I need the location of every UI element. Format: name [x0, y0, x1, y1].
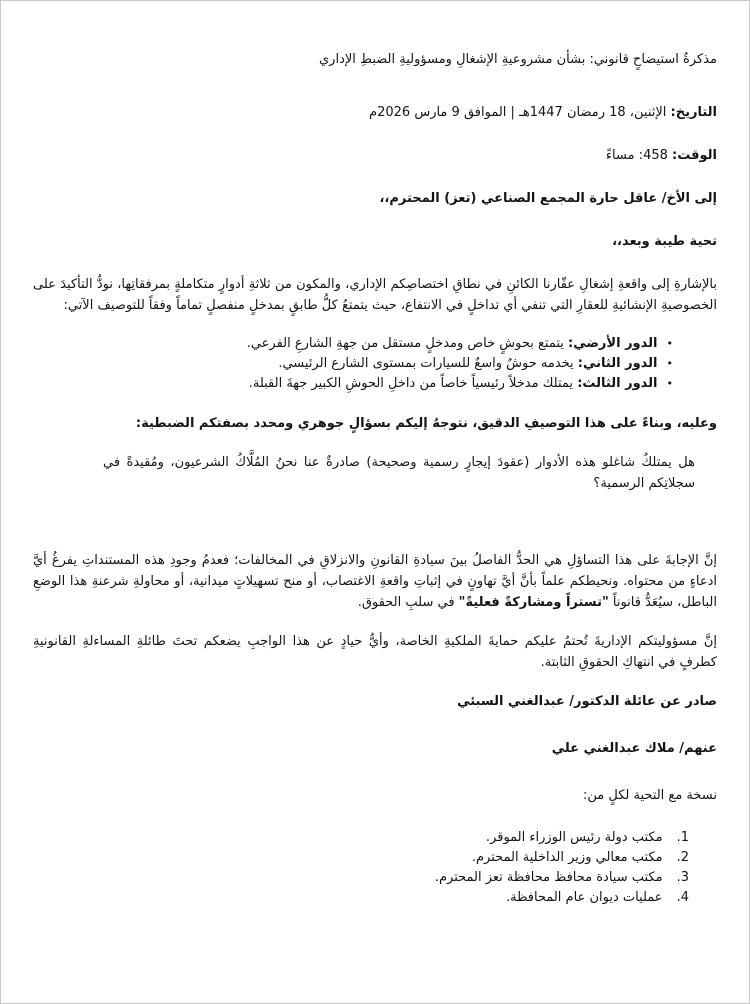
cc-list — [33, 828, 689, 907]
floor-description: يخدمه حوشٌ واسعٌ للسيارات بمستوى الشارع الرئيسي. — [278, 356, 574, 371]
time-line — [33, 145, 717, 166]
legal-text-end: في سلبِ الحقوق. — [357, 595, 459, 610]
time-value: 458: مساءً — [605, 148, 668, 163]
bullet-icon: • — [666, 377, 673, 390]
floor-description: يمتلك مدخلاً رئيسياً خاصاً من داخلِ الحوشِ الكبير جهةَ القبلة. — [248, 376, 574, 391]
recipient-line: إلى الأخ/ عاقل حارة المجمع الصناعي (تعز) المحترم،، — [379, 191, 717, 206]
date-value: الإثنين، 18 رمضان 1447هـ | الموافق 9 مارس 2026م — [369, 105, 667, 120]
issued-by-line: صادر عن عائلة الدكتور/ عبدالغني السبئي — [457, 694, 717, 709]
cc-item-text: عمليات ديوان عام المحافظة. — [506, 890, 663, 905]
time-label: الوقت: — [672, 148, 717, 163]
intro-paragraph: بالإشارةِ إلى واقعةِ إشغالِ عقّارنا الكائنِ في نطاقِ اختصاصِكم الإداري، والمكون من ثلاثةِ أدوارٍ متكاملةٍ بمرفقاتِها، نودُّ التأكيدَ على الخصوصيةِ الإنشائيةِ للعقارِ التي تنفي أي تداخلٍ في الانتفاع، حيث يتمتعُ كلُّ طابقٍ بمدخلٍ منفصلٍ تماماً وفقاً للتوصيف الآتي: — [33, 277, 717, 313]
floor-description: يتمتع بحوشٍ خاص ومدخلٍ مستقل من جهةِ الشارعِ الفرعي. — [246, 336, 564, 351]
legal-paragraph — [33, 550, 717, 613]
date-line — [33, 102, 717, 123]
on-behalf-line: عنهم/ ملاك عبدالغني علي — [551, 741, 717, 756]
cc-item-number: 1. — [676, 830, 689, 845]
cc-item-number: 2. — [676, 850, 689, 865]
cc-list-item — [33, 888, 689, 907]
cc-list-item — [33, 848, 689, 867]
floor-label: الدور الثاني: — [577, 356, 658, 371]
page-title: مذكرةُ استيضاحٍ قانوني: بشأن مشروعيةِ الإشغالِ ومسؤوليةِ الضبطِ الإداري — [319, 52, 717, 67]
floor-list-item-ground — [33, 334, 673, 353]
cc-list-item — [33, 868, 689, 887]
legal-bold-emphasis: "تستراً ومشاركةً فعليةً" — [458, 595, 609, 610]
cc-item-text: مكتب سيادة محافظ محافظة تعز المحترم. — [434, 870, 663, 885]
bullet-icon: • — [666, 357, 673, 370]
floor-list-item-third — [33, 374, 673, 393]
cc-list-item — [33, 828, 689, 847]
cc-item-text: مكتب دولة رئيس الوزراء الموقر. — [485, 830, 663, 845]
legal-text-start: إنَّ الإجابةَ على هذا التساؤلِ هي الحدُّ الفاصلُ بينَ سيادةِ القانونِ والانزلاقِ في المخالفات؛ فعدمُ وجودِ هذه المستنداتِ يفرغُ أيَّ ادعاءٍ من محتواه. ونحيطكم علماً بأنَّ أيَّ تهاونٍ في إثباتِ واقعةِ الاغتصاب، أو منح تسهيلاتٍ ميدانية، أو محاولةِ شرعنةِ هذا الوضعِ الباطل، سيُعَدُّ قانوناً — [33, 553, 717, 610]
question-intro-line: وعليه، وبناءً على هذا التوصيفِ الدقيق، نتوجهُ إليكم بسؤالٍ جوهري ومحدد بصفتكم الضبطية: — [135, 416, 717, 431]
responsibility-paragraph: إنَّ مسؤوليتكم الإداريةَ تُحتمُ عليكم حمايةَ الملكيةِ الخاصة، وأيُّ حيادٍ عن هذا الواجبِ يضعكم تحتَ طائلةِ المساءلةِ القانونيةِ كطرفٍ في انتهاكِ الحقوقِ الثابتة. — [33, 634, 717, 670]
floor-list — [33, 334, 673, 393]
cc-intro-line: نسخة مع التحية لكلٍ من: — [583, 788, 717, 803]
cc-item-number: 4. — [676, 890, 689, 905]
floor-item-text — [247, 334, 658, 353]
greeting-line: تحية طيبة وبعد،، — [612, 234, 717, 249]
floor-item-text — [278, 354, 657, 373]
floor-label: الدور الثالث: — [577, 376, 658, 391]
floor-item-text — [249, 374, 658, 393]
cc-item-number: 3. — [676, 870, 689, 885]
floor-list-item-second — [33, 354, 673, 373]
floor-label: الدور الأرضي: — [568, 336, 658, 351]
date-label: التاريخ: — [670, 105, 717, 120]
cc-item-text: مكتب معالي وزير الداخلية المحترم. — [471, 850, 663, 865]
bullet-icon: • — [666, 337, 673, 350]
question-paragraph: هل يمتلكُ شاغلو هذه الأدوار (عقودَ إيجارٍ رسمية وصحيحة) صادرةٌ عنا نحنُ المُلَّاكُ الشرعيون، ومُقيدةً في سجلاتِكم الرسمية؟ — [103, 455, 695, 491]
